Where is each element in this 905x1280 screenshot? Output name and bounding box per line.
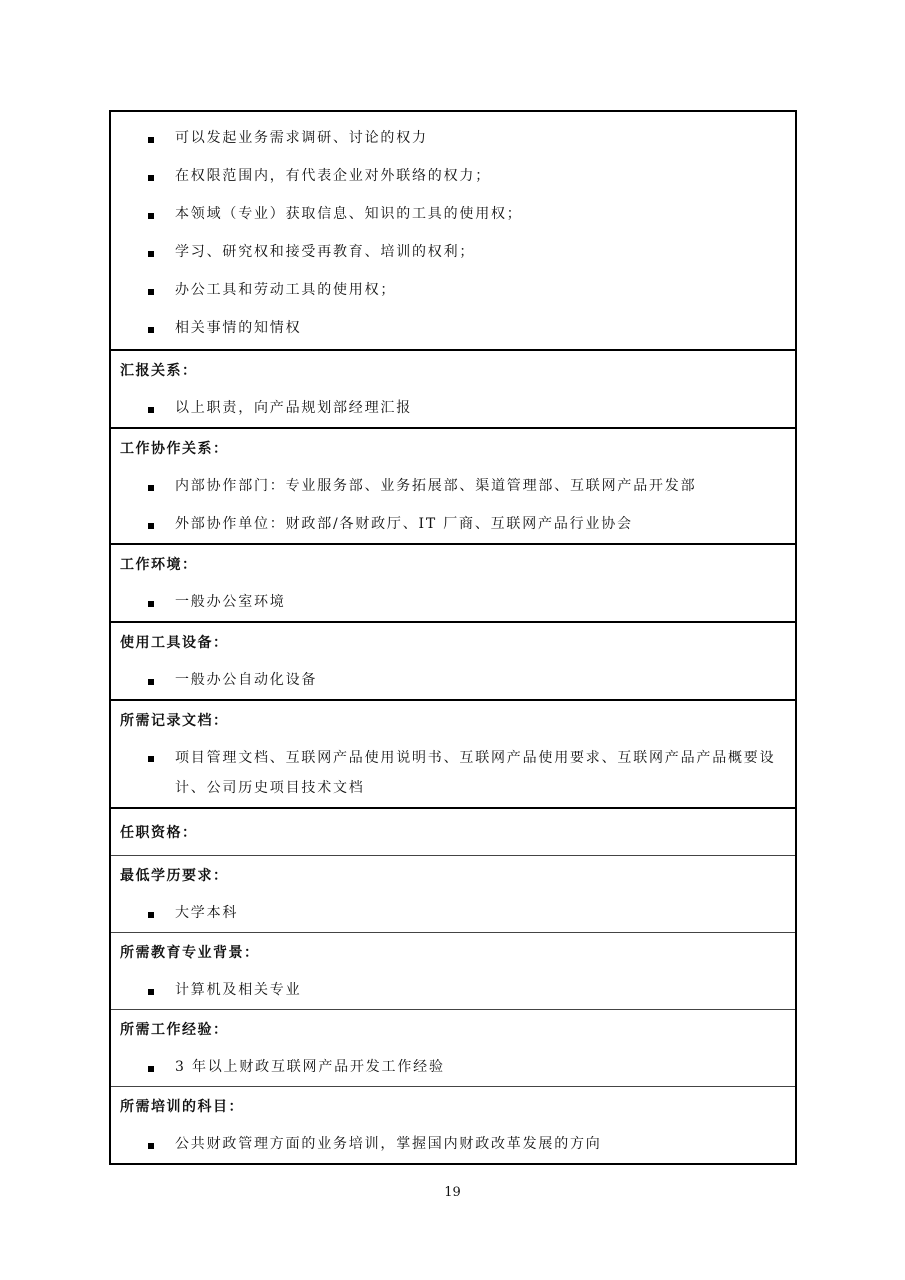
rights-section: [111, 112, 795, 349]
tools-section: [111, 621, 795, 699]
square-bullet-icon: [148, 912, 154, 918]
section-title: 工作协作关系：: [120, 441, 229, 457]
section-title: 汇报关系：: [120, 363, 198, 379]
list-item: 相关事情的知情权: [111, 309, 795, 347]
list-item: 可以发起业务需求调研、讨论的权力: [111, 119, 795, 157]
education-section: [111, 855, 795, 932]
square-bullet-icon: [148, 175, 154, 181]
requirements-table: [109, 110, 797, 1165]
environment-section: [111, 543, 795, 621]
section-title: 所需培训的科目：: [120, 1099, 244, 1115]
list-item: 项目管理文档、互联网产品使用说明书、互联网产品使用要求、互联网产品产品概要设计、公司历史项目技术文档: [111, 739, 795, 807]
list-item: 学习、研究权和接受再教育、培训的权利；: [111, 233, 795, 271]
square-bullet-icon: [148, 137, 154, 143]
list-item: 一般办公室环境: [111, 583, 795, 621]
list-item: 大学本科: [111, 894, 795, 932]
section-title: 所需工作经验：: [120, 1022, 229, 1038]
square-bullet-icon: [148, 289, 154, 295]
section-title: 最低学历要求：: [120, 868, 229, 884]
section-title: 所需教育专业背景：: [120, 945, 260, 961]
list-item: 公共财政管理方面的业务培训，掌握国内财政改革发展的方向: [111, 1125, 795, 1163]
square-bullet-icon: [148, 989, 154, 995]
page-number: 19: [444, 1185, 461, 1200]
section-title: 使用工具设备：: [120, 635, 229, 651]
square-bullet-icon: [148, 213, 154, 219]
major-section: [111, 932, 795, 1009]
documents-section: [111, 699, 795, 807]
square-bullet-icon: [148, 601, 154, 607]
qualifications-section: [111, 807, 795, 855]
list-item: 办公工具和劳动工具的使用权；: [111, 271, 795, 309]
experience-section: [111, 1009, 795, 1086]
square-bullet-icon: [148, 485, 154, 491]
section-title: 任职资格：: [120, 825, 198, 841]
square-bullet-icon: [148, 679, 154, 685]
square-bullet-icon: [148, 523, 154, 529]
reporting-section: [111, 349, 795, 427]
square-bullet-icon: [148, 327, 154, 333]
list-item: 内部协作部门：专业服务部、业务拓展部、渠道管理部、互联网产品开发部: [111, 467, 795, 505]
square-bullet-icon: [148, 1066, 154, 1072]
square-bullet-icon: [148, 756, 154, 762]
list-item: 以上职责，向产品规划部经理汇报: [111, 389, 795, 427]
square-bullet-icon: [148, 407, 154, 413]
list-item: 一般办公自动化设备: [111, 661, 795, 699]
section-title: 工作环境：: [120, 557, 198, 573]
list-item: 外部协作单位：财政部/各财政厅、IT 厂商、互联网产品行业协会: [111, 505, 795, 543]
square-bullet-icon: [148, 251, 154, 257]
collaboration-section: [111, 427, 795, 543]
list-item: 在权限范围内，有代表企业对外联络的权力；: [111, 157, 795, 195]
section-title: 所需记录文档：: [120, 713, 229, 729]
square-bullet-icon: [148, 1143, 154, 1149]
list-item: 计算机及相关专业: [111, 971, 795, 1009]
training-section: [111, 1086, 795, 1163]
list-item: 3 年以上财政互联网产品开发工作经验: [111, 1048, 795, 1086]
list-item: 本领域（专业）获取信息、知识的工具的使用权；: [111, 195, 795, 233]
